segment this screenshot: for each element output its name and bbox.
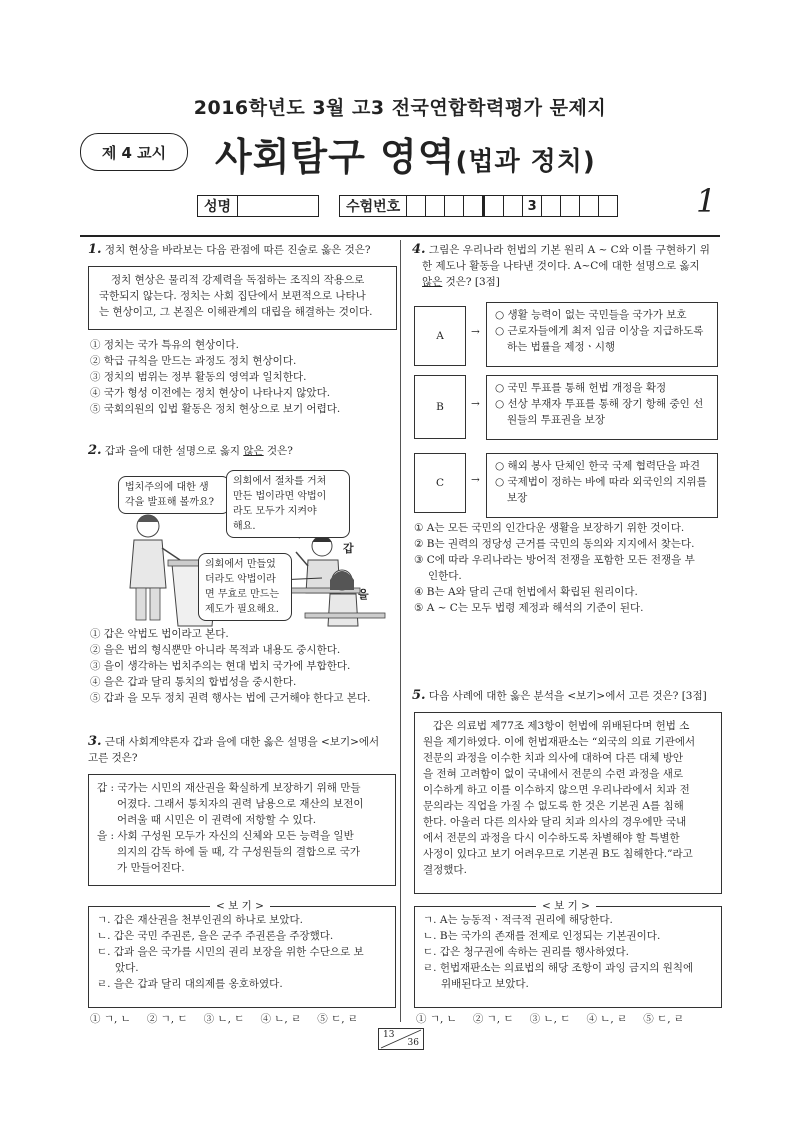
- passage-line: 문의라는 직업을 가질 수 없도록 한 것은 기본권 A를 침해: [423, 800, 684, 812]
- q1-passage: [88, 266, 397, 330]
- exam-no-cell: [445, 195, 464, 217]
- q2-stem: [88, 443, 393, 459]
- exam-no-cell: [485, 195, 504, 217]
- passage-line: 원을 제기하였다. 이에 헌법재판소는 “외국의 의료 기관에서: [423, 736, 696, 748]
- q3-stem-text: 고른 것은?: [88, 752, 138, 764]
- name-field: [238, 195, 319, 217]
- q2-stem-text-end: 것은?: [263, 445, 293, 457]
- bubble-line: 제도가 필요해요.: [205, 604, 279, 615]
- passage-line: 국한되지 않는다. 정치는 사회 집단에서 보편적으로 나타나: [99, 290, 366, 302]
- passage-line: 는 현상이고, 그 본질은 이해관계의 대립을 해결하는 것이다.: [99, 306, 373, 318]
- box-item: 보장: [507, 492, 528, 504]
- q3-number: 3.: [88, 734, 102, 749]
- box-item: ○ 국민 투표를 통해 헌법 개정을 확정: [495, 382, 667, 394]
- period-badge: 제 4 교시: [80, 133, 188, 171]
- exam-no-cell: [542, 195, 561, 217]
- gap-label: 갑: [343, 542, 354, 555]
- q4-label-a: A: [414, 306, 466, 366]
- box-item: ○ 국제법이 정하는 바에 따라 외국인의 지위를: [495, 476, 707, 488]
- bubble-line: 면 무효로 만드는: [205, 589, 279, 600]
- option[interactable]: ⑤ 국회의원의 입법 활동은 정치 현상으로 보기 어렵다.: [90, 403, 341, 415]
- gap-bubble: [226, 470, 350, 538]
- q4-options: [414, 520, 695, 616]
- option[interactable]: ① 갑은 악법도 법이라고 본다.: [90, 628, 229, 640]
- box-item: ○ 선상 부재자 투표를 통해 장기 항해 중인 선: [495, 398, 704, 410]
- arrow-icon: →: [471, 326, 480, 338]
- option[interactable]: ② 학급 규칙을 만드는 과정도 정치 현상이다.: [90, 355, 297, 367]
- bubble-line: 의회에서 만들었: [205, 559, 276, 570]
- passage-line: 을 전혀 고려함이 없이 국내에서 전문의 수련 과정을 새로: [423, 768, 683, 780]
- option[interactable]: ④ 을은 갑과 달리 통치의 합법성을 중시한다.: [90, 676, 297, 688]
- q4-stem-underline: 않은: [422, 276, 443, 288]
- option[interactable]: ② B는 권력의 정당성 근거를 국민의 동의와 지지에서 찾는다.: [414, 538, 695, 550]
- q3-answers: [90, 1011, 358, 1026]
- arrow-icon: →: [471, 474, 480, 486]
- q5-number: 5.: [412, 688, 426, 703]
- page-total: 36: [407, 1038, 419, 1048]
- option[interactable]: ② 을은 법의 형식뿐만 아니라 목적과 내용도 중시한다.: [90, 644, 341, 656]
- bogi-item: ㄴ. B는 국가의 존재를 전제로 인정되는 기본권이다.: [423, 930, 661, 942]
- bogi-item: ㄷ. 갑과 을은 국가를 시민의 권리 보장을 위한 수단으로 보: [97, 946, 364, 958]
- exam-no-cell: [599, 195, 618, 217]
- exam-no-cell: [426, 195, 445, 217]
- answer-choice[interactable]: ④ ㄴ, ㄹ: [586, 1013, 628, 1025]
- exam-no-cell: [464, 195, 485, 217]
- q2-number: 2.: [88, 443, 102, 458]
- main-title: [215, 126, 596, 181]
- option[interactable]: ① A는 모든 국민의 인간다운 생활을 보장하기 위한 것이다.: [414, 522, 685, 534]
- bogi-item: ㄹ. 헌법재판소는 의료법의 해당 조항이 과잉 금지의 원칙에: [423, 962, 694, 974]
- q4-stem: [412, 242, 722, 290]
- id-bar: [197, 195, 618, 217]
- eul-bubble: [198, 553, 292, 621]
- answer-choice[interactable]: ⑤ ㄷ, ㄹ: [317, 1013, 359, 1025]
- bogi-item: ㄴ. 갑은 국민 주권론, 을은 군주 주권론을 주장했다.: [97, 930, 334, 942]
- q5-bogi-box: [414, 906, 722, 1008]
- box-item: ○ 근로자들에게 최저 임금 이상을 지급하도록: [495, 325, 704, 337]
- option-continued: 인한다.: [428, 570, 462, 582]
- option[interactable]: ① 정치는 국가 특유의 현상이다.: [90, 339, 239, 351]
- q1-options: [90, 337, 340, 417]
- exam-no-digit: 3: [523, 195, 542, 217]
- bubble-line: 라도 모두가 지켜야: [233, 506, 317, 517]
- bogi-item: ㄷ. 갑은 청구권에 속하는 권리를 행사하였다.: [423, 946, 629, 958]
- q3-passage: [88, 774, 396, 886]
- q4-label-b: B: [414, 375, 466, 439]
- exam-no-cell: [580, 195, 599, 217]
- exam-title: 2016학년도 3월 고3 전국연합학력평가 문제지: [193, 97, 607, 119]
- answer-choice[interactable]: ③ ㄴ, ㄷ: [529, 1013, 571, 1025]
- q4-box-c: [486, 453, 718, 518]
- q4-stem-text: 한 제도나 활동을 나타낸 것이다. A~C에 대한 설명으로 옳지: [422, 260, 700, 272]
- header-rule: [80, 235, 720, 237]
- q4-box-a: [486, 302, 718, 367]
- option[interactable]: ③ C에 따라 우리나라는 방어적 전쟁을 포함한 모든 전쟁을 부: [414, 554, 695, 566]
- option[interactable]: ⑤ 갑과 을 모두 정치 권력 행사는 법에 근거해야 한다고 본다.: [90, 692, 371, 704]
- bubble-line: 해요.: [233, 521, 256, 532]
- subject-name: (법과 정치): [455, 147, 596, 177]
- box-item: 하는 법률을 제정ㆍ시행: [507, 341, 616, 353]
- q1-stem: [88, 242, 393, 258]
- name-label: 성명: [197, 195, 238, 217]
- bubble-line: 더라도 악법이라: [205, 574, 276, 585]
- q3-stem-text: 근대 사회계약론자 갑과 을에 대한 옳은 설명을 <보기>에서: [104, 736, 380, 748]
- page-current: 13: [383, 1030, 395, 1040]
- passage-line: 어졌다. 그래서 통치자의 권력 남용으로 재산의 보전이: [117, 798, 364, 810]
- answer-choice[interactable]: ① ㄱ, ㄴ: [90, 1013, 131, 1025]
- subject-area: 사회탐구 영역: [215, 135, 456, 179]
- bogi-item: 위배된다고 보았다.: [441, 978, 529, 990]
- q4-stem-text: 그림은 우리나라 헌법의 기본 원리 A ~ C와 이를 구현하기 위: [428, 244, 710, 256]
- answer-choice[interactable]: ③ ㄴ, ㄷ: [203, 1013, 245, 1025]
- page-counter: [378, 1028, 424, 1050]
- answer-choice[interactable]: ① ㄱ, ㄴ: [416, 1013, 457, 1025]
- bogi-item: ㄱ. A는 능동적ㆍ적극적 권리에 해당한다.: [423, 914, 613, 926]
- passage-line: 을 : 사회 구성원 모두가 자신의 신체와 모든 능력을 일반: [97, 830, 354, 842]
- passage-line: 갑 : 국가는 시민의 재산권을 확실하게 보장하기 위해 만들: [97, 782, 361, 794]
- arrow-icon: →: [471, 398, 480, 410]
- q1-number: 1.: [88, 242, 102, 257]
- box-item: ○ 생활 능력이 없는 국민들을 국가가 보호: [495, 309, 687, 321]
- bubble-line: 의회에서 절차를 거쳐: [233, 476, 327, 487]
- passage-line: 에서 전문의 과정을 다시 이수하도록 차별해야 할 특별한: [423, 832, 680, 844]
- spacer: [319, 195, 339, 217]
- bogi-item: 았다.: [115, 962, 139, 974]
- page-number: 1: [696, 182, 717, 220]
- box-item: 원들의 투표권을 보장: [507, 414, 605, 426]
- passage-line: 전문의 과정을 이수한 치과 의사에 대하여 다른 대체 방안: [423, 752, 683, 764]
- bubble-line: 법치주의에 대한 생: [125, 482, 209, 493]
- answer-choice[interactable]: ④ ㄴ, ㄹ: [260, 1013, 302, 1025]
- q3-stem: [88, 734, 393, 766]
- bubble-line: 만든 법이라면 악법이: [233, 491, 327, 502]
- bogi-item: ㄱ. 갑은 재산권을 천부인권의 하나로 보았다.: [97, 914, 303, 926]
- option[interactable]: ③ 을이 생각하는 법치주의는 현대 법치 국가에 부합한다.: [90, 660, 351, 672]
- q4-box-b: [486, 375, 718, 440]
- q2-options: [90, 626, 371, 706]
- exam-no-label: 수험번호: [339, 195, 407, 217]
- passage-line: 결정했다.: [423, 864, 467, 876]
- q5-stem-text: 다음 사례에 대한 옳은 분석을 <보기>에서 고른 것은? [3점]: [428, 690, 707, 702]
- q3-bogi-box: [88, 906, 396, 1008]
- answer-choice[interactable]: ⑤ ㄷ, ㄹ: [643, 1013, 685, 1025]
- passage-line: 한다. 아울러 다른 의사와 달리 치과 의사의 경우에만 국내: [423, 816, 687, 828]
- q5-bogi-title: < 보 기 >: [536, 898, 596, 913]
- passage-line: 갑은 의료법 제77조 제3항이 헌법에 위배된다며 헌법 소: [433, 720, 690, 732]
- exam-no-cell: [407, 195, 426, 217]
- eul-label: 을: [358, 588, 369, 601]
- q4-stem-text-end: 것은? [3점]: [442, 276, 500, 288]
- q5-passage: [414, 712, 722, 894]
- passage-line: 정치 현상은 물리적 강제력을 독점하는 조직의 작용으로: [111, 274, 365, 286]
- q5-answers: [416, 1011, 684, 1026]
- option[interactable]: ④ B는 A와 달리 근대 헌법에서 확립된 원리이다.: [414, 586, 638, 598]
- option[interactable]: ⑤ A ~ C는 모두 법령 제정과 해석의 기준이 된다.: [414, 602, 644, 614]
- exam-no-cell: [561, 195, 580, 217]
- answer-choice[interactable]: ② ㄱ, ㄷ: [472, 1013, 514, 1025]
- passage-line: 가 만들어진다.: [117, 862, 185, 874]
- q5-stem: [412, 688, 722, 704]
- bubble-line: 각을 발표해 볼까요?: [125, 497, 214, 508]
- exam-no-cell: [504, 195, 523, 217]
- bogi-item: ㄹ. 을은 갑과 달리 대의제를 옹호하였다.: [97, 978, 283, 990]
- q3-bogi-title: < 보 기 >: [210, 898, 270, 913]
- passage-line: 의지의 감독 하에 둘 때, 각 구성원들의 결합으로 국가: [117, 846, 361, 858]
- box-item: ○ 해외 봉사 단체인 한국 국제 협력단을 파견: [495, 460, 700, 472]
- option[interactable]: ④ 국가 형성 이전에는 정치 현상이 나타나지 않았다.: [90, 387, 331, 399]
- column-divider: [400, 240, 401, 1022]
- q2-stem-underline: 않은: [243, 445, 264, 457]
- teacher-bubble: [118, 476, 230, 514]
- q2-stem-text: 갑과 을에 대한 설명으로 옳지: [104, 445, 244, 457]
- passage-line: 이수하게 하고 이를 이수하지 않으면 우리나라에서 치과 전: [423, 784, 690, 796]
- passage-line: 어려울 때 시민은 이 권력에 저항할 수 있다.: [117, 814, 317, 826]
- answer-choice[interactable]: ② ㄱ, ㄷ: [146, 1013, 188, 1025]
- passage-line: 사정이 있다고 보기 어려우므로 기본권 B도 침해한다.”라고: [423, 848, 693, 860]
- q1-stem-text: 정치 현상을 바라보는 다음 관점에 따른 진술로 옳은 것은?: [104, 244, 371, 256]
- option[interactable]: ③ 정치의 범위는 정부 활동의 영역과 일치한다.: [90, 371, 307, 383]
- q4-number: 4.: [412, 242, 426, 257]
- q4-label-c: C: [414, 453, 466, 513]
